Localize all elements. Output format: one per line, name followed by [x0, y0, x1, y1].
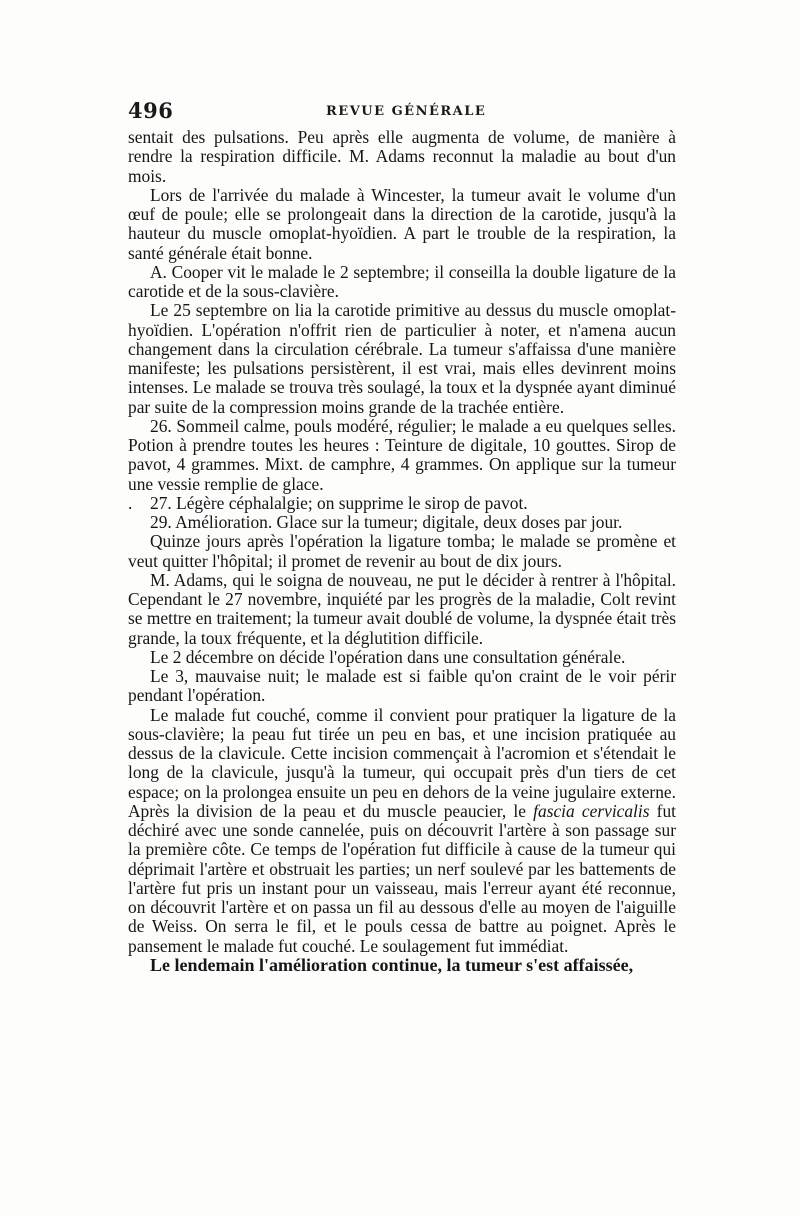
- paragraph-dec-2: Le 2 décembre on décide l'opération dans une consultation générale.: [150, 646, 626, 667]
- paragraph-ligature-fall: Quinze jours après l'opération la ligature tomba; le malade se promène et veut quitter l'hôpital; il promet de revenir au bout de dix jours.: [128, 531, 676, 571]
- operation-text-start: Le malade fut couché, comme il convient pour pratiquer la ligature de la sous-clavière; la peau fut tirée un peu en bas, et une incision pratiquée au dessus de la clavicule. Cette incision commençait à l'acromion et s'étendait le long de la clavicule, jusqu'à la tumeur, qui occupait près d'un tiers de cet espace; on la prolongea ensuite un peu en dehors de la veine jugulaire externe. Après la division de la peau et du muscle peaucier, le: [128, 704, 676, 821]
- page-number: 496: [128, 98, 174, 123]
- paragraph-continuation: sentait des pulsations. Peu après elle augmenta de volume, de manière à rendre la respiration difficile. M. Adams reconnut la maladie au bout d'un mois.: [128, 127, 676, 186]
- paragraph-dec-3: Le 3, mauvaise nuit; le malade est si faible qu'on craint de le voir périr pendant l'opération.: [128, 666, 676, 706]
- paragraph-day-29: 29. Amélioration. Glace sur la tumeur; digitale, deux doses par jour.: [150, 512, 623, 532]
- paragraph-sept-25: Le 25 septembre on lia la carotide primitive au dessus du muscle omoplat-hyoïdien. L'opération n'offrit rien de particulier à noter, et n'amena aucun changement dans la circulation cérébrale. La tumeur s'affaissa d'une manière manifeste; les pulsations persistèrent, il est vrai, mais elles devinrent moins intenses. Le malade se trouva très soulagé, la toux et la dyspnée ayant diminué par suite de la compression moins grande de la trachée entière.: [128, 300, 676, 417]
- italic-term: fascia cervicalis: [533, 800, 650, 821]
- page-header: [126, 98, 674, 124]
- body-text: [128, 128, 676, 975]
- operation-text-end: fut déchiré avec une sonde cannelée, puis on découvrit l'artère à son passage sur la première côte. Ce temps de l'opération fut difficile à cause de la tumeur qui déprimait l'artère et obstruait les parties; un nerf soulevé par les battements de l'artère fut pris un instant pour un vaisseau, mais l'erreur ayant été reconnue, on découvrit l'artère et on passa un fil au dessous d'elle au moyen de l'aiguille de Weiss. On serra le fil, et le pouls cessa de battre au poignet. Après le pansement le malade fut couché. Le soulagement fut immédiat.: [128, 800, 676, 956]
- paragraph-day-26: 26. Sommeil calme, pouls modéré, régulier; le malade a eu quelques selles. Potion à prendre toutes les heures : Teinture de digitale, 10 gouttes. Sirop de pavot, 4 grammes. Mixt. de camphre, 4 grammes. On applique sur la tumeur une vessie remplie de glace.: [128, 415, 676, 494]
- paragraph-day-27: . 27. Légère céphalalgie; on supprime le sirop de pavot.: [128, 494, 676, 513]
- paragraph-last-line: Le lendemain l'amélioration continue, la tumeur s'est affaissée,: [150, 954, 634, 975]
- paragraph-cooper: A. Cooper vit le malade le 2 septembre; il conseilla la double ligature de la carotide et de la sous-clavière.: [128, 261, 676, 301]
- paragraph-arrival: Lors de l'arrivée du malade à Wincester, la tumeur avait le volume d'un œuf de poule; elle se prolongeait dans la direction de la carotide, jusqu'à la hauteur du muscle omoplat-hyoïdien. A part le trouble de la respiration, la santé générale était bonne.: [128, 184, 676, 263]
- running-title: REVUE GÉNÉRALE: [326, 104, 487, 119]
- paragraph-adams-return: M. Adams, qui le soigna de nouveau, ne put le décider à rentrer à l'hôpital. Cependant le 27 novembre, inquiété par les progrès de la maladie, Colt revint se mettre en traitement; la tumeur avait doublé de volume, la dyspnée était très grande, la toux fréquente, et la déglutition difficile.: [128, 569, 676, 648]
- paragraph-operation: [128, 706, 676, 956]
